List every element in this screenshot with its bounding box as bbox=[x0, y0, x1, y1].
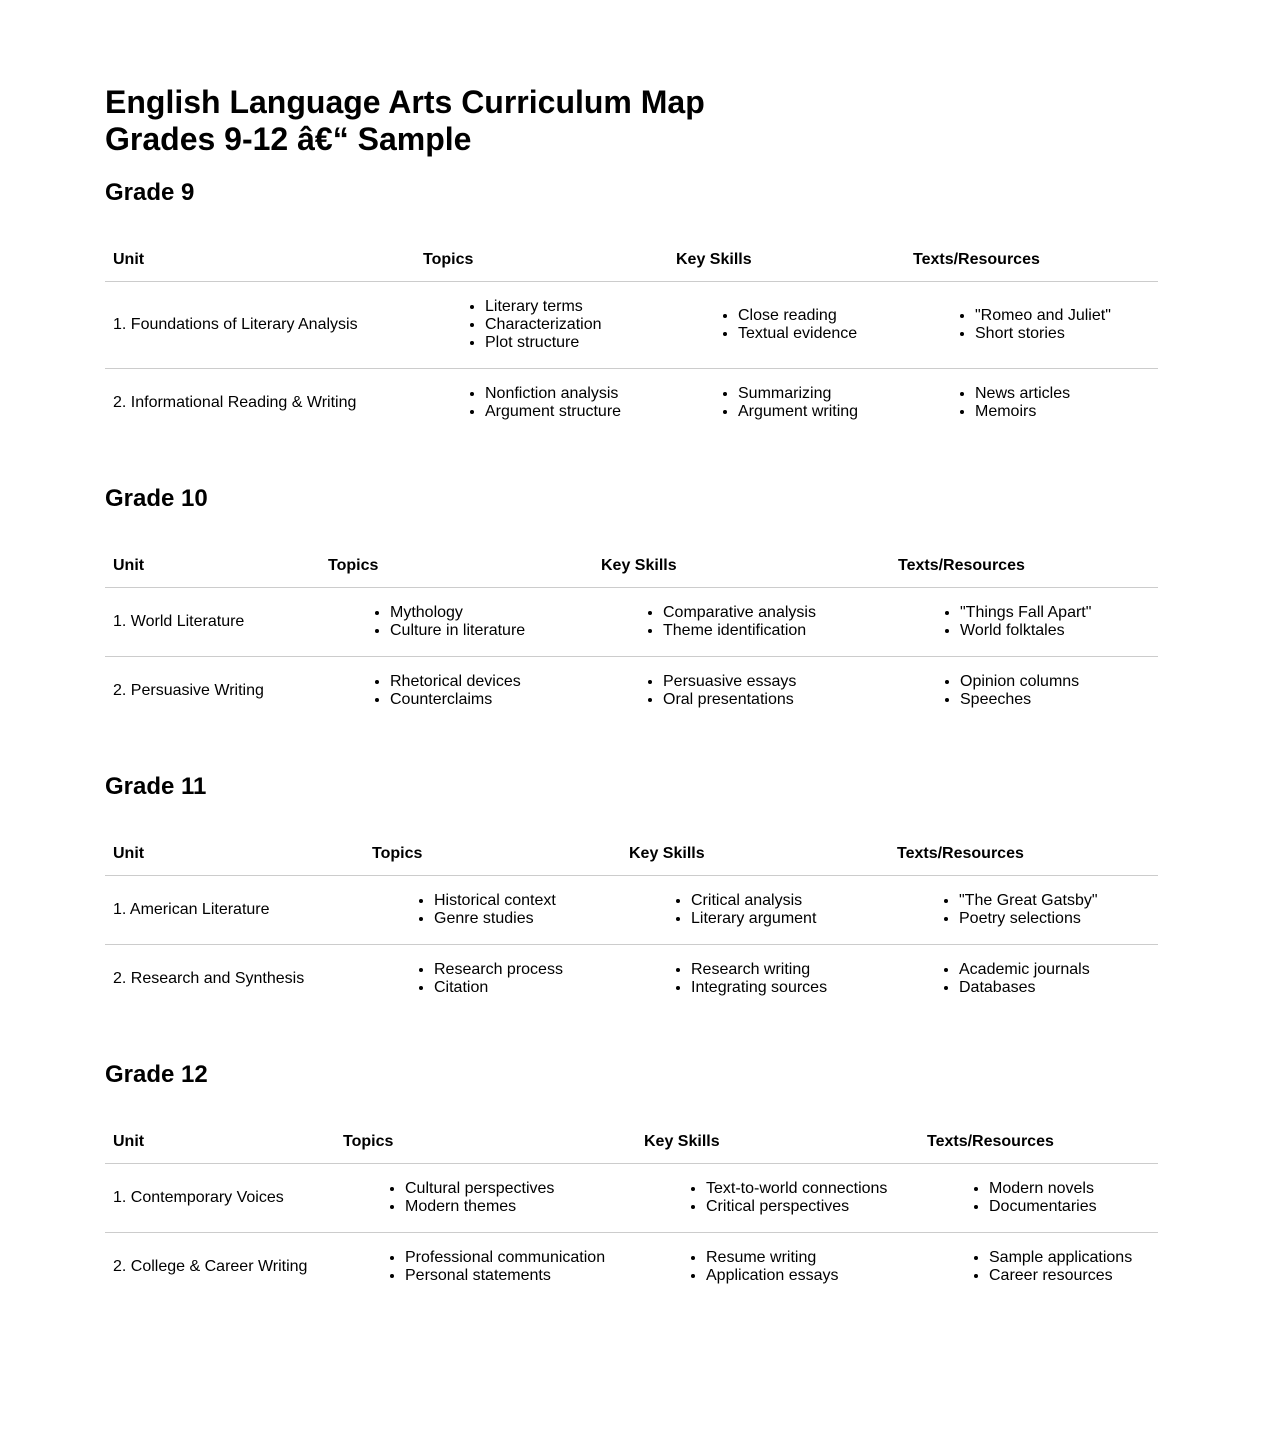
column-header-key-skills: Key Skills bbox=[636, 1120, 919, 1164]
column-header-unit: Unit bbox=[105, 544, 320, 588]
list-item: • Literary terms bbox=[485, 298, 660, 316]
list-item: • News articles bbox=[975, 385, 1150, 403]
key-skills-cell bbox=[636, 1233, 919, 1302]
grade-12-section bbox=[105, 1061, 1158, 1301]
table-header-row bbox=[105, 238, 1158, 282]
list-item: • Cultural perspectives bbox=[405, 1180, 628, 1198]
skills-list bbox=[651, 892, 881, 928]
page-title bbox=[105, 84, 1158, 158]
column-header-key-skills: Key Skills bbox=[621, 832, 889, 876]
page-title-line-1: English Language Arts Curriculum Map bbox=[105, 84, 705, 120]
table-row bbox=[105, 1164, 1158, 1233]
column-header-topics: Topics bbox=[364, 832, 621, 876]
list-item: • Theme identification bbox=[663, 622, 882, 640]
list-item: • Poetry selections bbox=[959, 910, 1150, 928]
grade-heading: Grade 11 bbox=[105, 773, 207, 800]
grade-heading: Grade 9 bbox=[105, 179, 195, 206]
texts-list bbox=[935, 307, 1150, 343]
table-row bbox=[105, 657, 1158, 726]
column-header-topics: Topics bbox=[320, 544, 593, 588]
list-item: • Integrating sources bbox=[691, 979, 881, 997]
topics-list bbox=[394, 892, 613, 928]
list-item: • Citation bbox=[434, 979, 613, 997]
key-skills-cell bbox=[636, 1164, 919, 1233]
topics-cell bbox=[335, 1164, 636, 1233]
column-header-unit: Unit bbox=[105, 1120, 335, 1164]
list-item: • World folktales bbox=[960, 622, 1150, 640]
table-header-row bbox=[105, 544, 1158, 588]
topics-list bbox=[365, 1180, 628, 1216]
list-item: • Critical perspectives bbox=[706, 1198, 911, 1216]
list-item: • Career resources bbox=[989, 1267, 1150, 1285]
unit-cell: 2. Persuasive Writing bbox=[113, 682, 264, 699]
grade-heading: Grade 10 bbox=[105, 485, 208, 512]
curriculum-document bbox=[105, 0, 1158, 1301]
list-item: • Personal statements bbox=[405, 1267, 628, 1285]
unit-cell: 1. Foundations of Literary Analysis bbox=[105, 282, 415, 369]
list-item: • Text-to-world connections bbox=[706, 1180, 911, 1198]
topics-cell bbox=[364, 945, 621, 1014]
texts-resources-cell bbox=[890, 657, 1158, 726]
list-item: • Opinion columns bbox=[960, 673, 1150, 691]
list-item: • Modern novels bbox=[989, 1180, 1150, 1198]
key-skills-cell bbox=[593, 588, 890, 657]
texts-list bbox=[919, 892, 1150, 928]
table-row bbox=[105, 369, 1158, 438]
grade-11-section bbox=[105, 773, 1158, 1013]
list-item: • Oral presentations bbox=[663, 691, 882, 709]
texts-list bbox=[949, 1180, 1150, 1216]
skills-list bbox=[651, 961, 881, 997]
topics-cell bbox=[320, 657, 593, 726]
skills-list bbox=[666, 1249, 911, 1285]
column-header-topics: Topics bbox=[335, 1120, 636, 1164]
list-item: • Culture in literature bbox=[390, 622, 585, 640]
list-item: • Literary argument bbox=[691, 910, 881, 928]
topics-list bbox=[365, 1249, 628, 1285]
list-item: • Research process bbox=[434, 961, 613, 979]
list-item: • "Things Fall Apart" bbox=[960, 604, 1150, 622]
list-item: • Plot structure bbox=[485, 334, 660, 352]
list-item: • Historical context bbox=[434, 892, 613, 910]
grade-9-section bbox=[105, 179, 1158, 437]
column-header-unit: Unit bbox=[105, 832, 364, 876]
texts-resources-cell bbox=[890, 588, 1158, 657]
table-row bbox=[105, 282, 1158, 369]
table-header-row bbox=[105, 832, 1158, 876]
column-header-texts-resources: Texts/Resources bbox=[890, 544, 1158, 588]
list-item: • Modern themes bbox=[405, 1198, 628, 1216]
list-item: • Argument writing bbox=[738, 403, 897, 421]
list-item: • Argument structure bbox=[485, 403, 660, 421]
list-item: • Speeches bbox=[960, 691, 1150, 709]
table-row bbox=[105, 945, 1158, 1014]
page-title-line-2: Grades 9-12 â€“ Sample bbox=[105, 121, 472, 157]
topics-list bbox=[445, 385, 660, 421]
list-item: • Professional communication bbox=[405, 1249, 628, 1267]
list-item: • "Romeo and Juliet" bbox=[975, 307, 1150, 325]
texts-resources-cell bbox=[919, 1233, 1158, 1302]
list-item: • Resume writing bbox=[706, 1249, 911, 1267]
column-header-topics: Topics bbox=[415, 238, 668, 282]
grade-heading: Grade 12 bbox=[105, 1061, 208, 1088]
texts-resources-cell bbox=[905, 369, 1158, 438]
list-item: • Academic journals bbox=[959, 961, 1150, 979]
list-item: • Nonfiction analysis bbox=[485, 385, 660, 403]
topics-cell bbox=[364, 876, 621, 945]
list-item: • Rhetorical devices bbox=[390, 673, 585, 691]
column-header-texts-resources: Texts/Resources bbox=[919, 1120, 1158, 1164]
table-row bbox=[105, 876, 1158, 945]
key-skills-cell bbox=[668, 282, 905, 369]
grade-10-section bbox=[105, 485, 1158, 725]
list-item: • Textual evidence bbox=[738, 325, 897, 343]
list-item: • Characterization bbox=[485, 316, 660, 334]
list-item: • Mythology bbox=[390, 604, 585, 622]
list-item: • "The Great Gatsby" bbox=[959, 892, 1150, 910]
unit-cell: 1. World Literature bbox=[105, 588, 320, 657]
skills-list bbox=[698, 385, 897, 421]
column-header-unit: Unit bbox=[105, 238, 415, 282]
key-skills-cell bbox=[668, 369, 905, 438]
texts-list bbox=[919, 961, 1150, 997]
column-header-texts-resources: Texts/Resources bbox=[905, 238, 1158, 282]
topics-cell bbox=[415, 282, 668, 369]
topics-list bbox=[394, 961, 613, 997]
texts-resources-cell bbox=[889, 945, 1158, 1014]
column-header-key-skills: Key Skills bbox=[668, 238, 905, 282]
topics-list bbox=[445, 298, 660, 352]
list-item: • Short stories bbox=[975, 325, 1150, 343]
list-item: • Critical analysis bbox=[691, 892, 881, 910]
texts-resources-cell bbox=[905, 282, 1158, 369]
key-skills-cell bbox=[621, 945, 889, 1014]
list-item: • Summarizing bbox=[738, 385, 897, 403]
unit-cell: 2. College & Career Writing bbox=[113, 1258, 308, 1275]
skills-list bbox=[698, 307, 897, 343]
table-row bbox=[105, 1233, 1158, 1302]
skills-list bbox=[666, 1180, 911, 1216]
list-item: • Counterclaims bbox=[390, 691, 585, 709]
list-item: • Documentaries bbox=[989, 1198, 1150, 1216]
list-item: • Sample applications bbox=[989, 1249, 1150, 1267]
list-item: • Memoirs bbox=[975, 403, 1150, 421]
skills-list bbox=[623, 673, 882, 709]
list-item: • Databases bbox=[959, 979, 1150, 997]
topics-cell bbox=[335, 1233, 636, 1302]
grade-11-table bbox=[105, 832, 1158, 1013]
list-item: • Research writing bbox=[691, 961, 881, 979]
topics-cell bbox=[320, 588, 593, 657]
list-item: • Genre studies bbox=[434, 910, 613, 928]
list-item: • Close reading bbox=[738, 307, 897, 325]
key-skills-cell bbox=[593, 657, 890, 726]
column-header-key-skills: Key Skills bbox=[593, 544, 890, 588]
list-item: • Application essays bbox=[706, 1267, 911, 1285]
list-item: • Persuasive essays bbox=[663, 673, 882, 691]
texts-list bbox=[949, 1249, 1150, 1285]
key-skills-cell bbox=[621, 876, 889, 945]
texts-list bbox=[920, 673, 1150, 709]
unit-cell: 2. Research and Synthesis bbox=[113, 970, 305, 987]
table-header-row bbox=[105, 1120, 1158, 1164]
topics-list bbox=[350, 673, 585, 709]
topics-list bbox=[350, 604, 585, 640]
skills-list bbox=[623, 604, 882, 640]
topics-cell bbox=[415, 369, 668, 438]
column-header-texts-resources: Texts/Resources bbox=[889, 832, 1158, 876]
texts-list bbox=[920, 604, 1150, 640]
unit-cell: 1. American Literature bbox=[105, 876, 364, 945]
unit-cell: 1. Contemporary Voices bbox=[105, 1164, 335, 1233]
table-row bbox=[105, 588, 1158, 657]
texts-resources-cell bbox=[889, 876, 1158, 945]
unit-cell: 2. Informational Reading & Writing bbox=[113, 394, 357, 411]
grade-9-table bbox=[105, 238, 1158, 437]
list-item: • Comparative analysis bbox=[663, 604, 882, 622]
grade-12-table bbox=[105, 1120, 1158, 1301]
grade-10-table bbox=[105, 544, 1158, 725]
texts-resources-cell bbox=[919, 1164, 1158, 1233]
texts-list bbox=[935, 385, 1150, 421]
